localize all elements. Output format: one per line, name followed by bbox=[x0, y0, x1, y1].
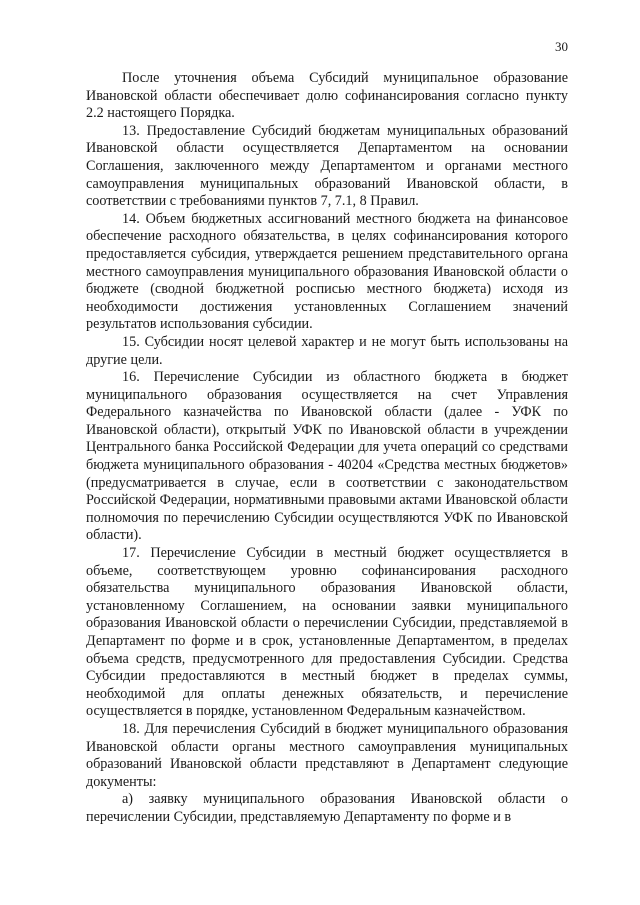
paragraph: После уточнения объема Субсидий муниципальное образование Ивановской области обеспечивает долю софинансирования согласно пункту 2.2 настоящего Порядка. bbox=[86, 70, 568, 122]
paragraph: 14. Объем бюджетных ассигнований местного бюджета на финансовое обеспечение расходного обязательства, в целях софинансирования которого предоставляется субсидия, утверждается решением представительного органа местного самоуправления муниципального образования Ивановской области о бюджете (сводной бюджетной росписью местного бюджета) исходя из необходимости достижения установленных Соглашением значений результатов использования субсидии. bbox=[86, 210, 568, 333]
paragraph: 13. Предоставление Субсидий бюджетам муниципальных образований Ивановской области осуществляется Департаментом на основании Соглашения, заключенного между Департаментом и органами местного самоуправления муниципальных образований Ивановской области, в соответствии с требованиями пунктов 7, 7.1, 8 Правил. bbox=[86, 122, 568, 210]
paragraph: 17. Перечисление Субсидии в местный бюджет осуществляется в объеме, соответствующем уровню софинансирования расходного обязательства муниципального образования Ивановской области, установленному Соглашением, на основании заявки муниципального образования Ивановской области о перечислении Субсидии, представляемой в Департамент по форме и в срок, установленные Департаментом, в пределах объема средств, предусмотренного для предоставления Субсидии. Средства Субсидии предоставляются в местный бюджет в пределах суммы, необходимой для оплаты денежных обязательств, и перечисление осуществляется в порядке, установленном Федеральным казначейством. bbox=[86, 545, 568, 720]
paragraph: 18. Для перечисления Субсидий в бюджет муниципального образования Ивановской области органы местного самоуправления муниципальных образований Ивановской области представляют в Департамент следующие документы: bbox=[86, 720, 568, 790]
document-body bbox=[86, 70, 568, 827]
paragraph: 16. Перечисление Субсидии из областного бюджета в бюджет муниципального образования осуществляется на счет Управления Федерального казначейства по Ивановской области (далее - УФК по Ивановской области), открытый УФК по Ивановской области в учреждении Центрального банка Российской Федерации для учета операций со средствами бюджета муниципального образования - 40204 «Средства местных бюджетов» (предусматривается в случае, если в соответствии с законодательством Российской Федерации, нормативными правовыми актами Ивановской области полномочия по перечислению Субсидии осуществляются УФК по Ивановской области). bbox=[86, 369, 568, 544]
paragraph: а) заявку муниципального образования Ивановской области о перечислении Субсидии, представляемую Департаменту по форме и в bbox=[86, 791, 568, 825]
paragraph: 15. Субсидии носят целевой характер и не могут быть использованы на другие цели. bbox=[86, 333, 568, 368]
page-number: 30 bbox=[555, 39, 568, 54]
